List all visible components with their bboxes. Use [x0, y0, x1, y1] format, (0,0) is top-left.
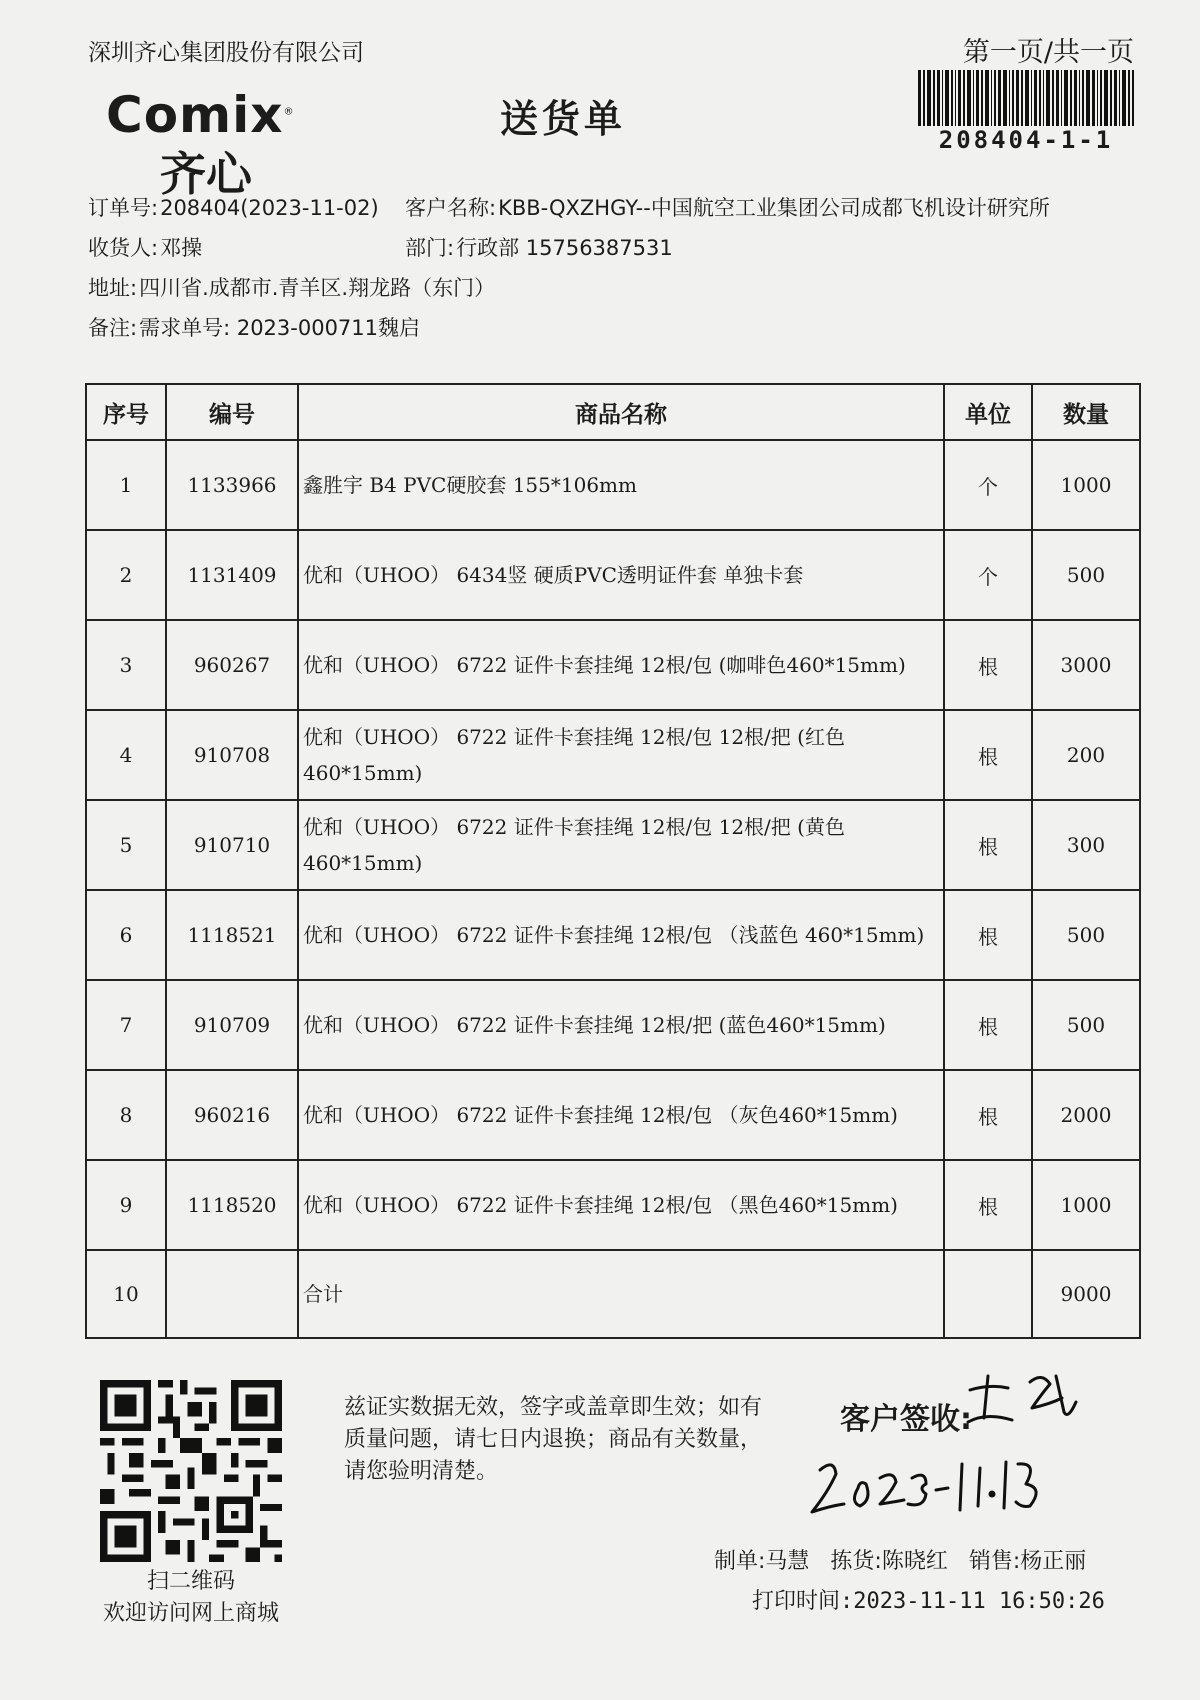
- picker: 拣货:陈晓红: [830, 1549, 948, 1574]
- department: 部门:行政部 15756387531: [405, 236, 673, 260]
- header-code: 编号: [166, 384, 298, 440]
- row-name: 优和（UHOO） 6722 证件卡套挂绳 12根/包 12根/把 (黄色 460*15mm): [298, 800, 944, 890]
- qr-caption-line2: 欢迎访问网上商城: [102, 1601, 279, 1626]
- row-qty: 500: [1032, 530, 1140, 620]
- logo-chinese: 齐心: [160, 147, 252, 201]
- customer-signature: [960, 1362, 1110, 1434]
- row-name: 优和（UHOO） 6722 证件卡套挂绳 12根/包 （黑色460*15mm): [298, 1160, 944, 1250]
- row-code: 1133966: [166, 440, 298, 530]
- row-unit: 根: [944, 1070, 1032, 1160]
- header-qty: 数量: [1032, 384, 1140, 440]
- document-title: 送货单: [500, 97, 627, 141]
- row-code: 1118520: [166, 1160, 298, 1250]
- row-code: 960216: [166, 1070, 298, 1160]
- qr-caption-line1: 扫二维码: [146, 1569, 235, 1594]
- table-header-row: [86, 384, 1140, 440]
- customer-name: 客户名称:KBB-QXZHGY--中国航空工业集团公司成都飞机设计研究所: [405, 196, 1050, 220]
- maker: 制单:马慧: [714, 1549, 810, 1574]
- row-seq: 3: [86, 620, 166, 710]
- row-name: 优和（UHOO） 6722 证件卡套挂绳 12根/包 12根/把 (红色 460*15mm): [298, 710, 944, 800]
- qr-code-icon: [100, 1380, 282, 1562]
- row-name: 优和（UHOO） 6722 证件卡套挂绳 12根/包 (咖啡色460*15mm): [298, 620, 944, 710]
- row-seq: 7: [86, 980, 166, 1070]
- total-qty: 9000: [1032, 1250, 1140, 1338]
- header-seq: 序号: [86, 384, 166, 440]
- row-unit: 根: [944, 980, 1032, 1070]
- row-qty: 2000: [1032, 1070, 1140, 1160]
- row-unit: 根: [944, 1160, 1032, 1250]
- row-unit: 根: [944, 890, 1032, 980]
- row-qty: 500: [1032, 980, 1140, 1070]
- barcode-number: 208404-1-1: [938, 126, 1114, 154]
- table-row: [86, 800, 1140, 890]
- row-code: 910710: [166, 800, 298, 890]
- row-seq: 8: [86, 1070, 166, 1160]
- total-row: [86, 1250, 1140, 1338]
- row-unit: 个: [944, 530, 1032, 620]
- page-info: 第一页/共一页: [962, 37, 1134, 68]
- staff-info: [714, 1544, 1100, 1575]
- row-seq: 1: [86, 440, 166, 530]
- row-name: 优和（UHOO） 6722 证件卡套挂绳 12根/包 （灰色460*15mm): [298, 1070, 944, 1160]
- table-row: [86, 980, 1140, 1070]
- table-row: [86, 530, 1140, 620]
- table-row: [86, 1070, 1140, 1160]
- header-unit: 单位: [944, 384, 1032, 440]
- header-name: 商品名称: [298, 384, 944, 440]
- logo-comix: Comix®: [106, 86, 295, 144]
- notice-text: 兹证实数据无效，签字或盖章即生效；如有质量问题，请七日内退换；商品有关数量，请您验明清楚。: [344, 1395, 763, 1484]
- goods-table: [85, 383, 1141, 1339]
- row-seq: 4: [86, 710, 166, 800]
- table-row: [86, 890, 1140, 980]
- customer-sign-label: 客户签收:: [840, 1402, 972, 1437]
- row-seq: 2: [86, 530, 166, 620]
- total-label: 合计: [298, 1250, 944, 1338]
- row-code: 1131409: [166, 530, 298, 620]
- address: 地址:四川省.成都市.青羊区.翔龙路（东门）: [88, 276, 496, 300]
- table-row: [86, 440, 1140, 530]
- row-code: 910708: [166, 710, 298, 800]
- sales: 销售:杨正丽: [968, 1549, 1087, 1574]
- row-qty: 1000: [1032, 1160, 1140, 1250]
- row-unit: 根: [944, 710, 1032, 800]
- order-number: 订单号:208404(2023-11-02): [88, 196, 379, 220]
- signature-date: [800, 1444, 1060, 1524]
- row-code: 910709: [166, 980, 298, 1070]
- table-row: [86, 1160, 1140, 1250]
- row-unit: 根: [944, 800, 1032, 890]
- row-name: 优和（UHOO） 6722 证件卡套挂绳 12根/把 (蓝色460*15mm): [298, 980, 944, 1070]
- table-row: [86, 710, 1140, 800]
- row-qty: 300: [1032, 800, 1140, 890]
- row-seq: 6: [86, 890, 166, 980]
- row-seq: 5: [86, 800, 166, 890]
- company-name: 深圳齐心集团股份有限公司: [88, 40, 364, 66]
- row-name: 鑫胜宇 B4 PVC硬胶套 155*106mm: [298, 440, 944, 530]
- row-qty: 500: [1032, 890, 1140, 980]
- remark: 备注:需求单号: 2023-000711魏启: [88, 316, 421, 340]
- row-qty: 3000: [1032, 620, 1140, 710]
- row-code: 1118521: [166, 890, 298, 980]
- print-time: 打印时间:2023-11-11 16:50:26: [752, 1589, 1105, 1614]
- row-name: 优和（UHOO） 6434竖 硬质PVC透明证件套 单独卡套: [298, 530, 944, 620]
- receiver: 收货人:邓操: [88, 236, 203, 260]
- row-unit: 个: [944, 440, 1032, 530]
- row-name: 优和（UHOO） 6722 证件卡套挂绳 12根/包 （浅蓝色 460*15mm): [298, 890, 944, 980]
- table-row: [86, 620, 1140, 710]
- row-qty: 200: [1032, 710, 1140, 800]
- total-seq: 10: [86, 1250, 166, 1338]
- total-unit: [944, 1250, 1032, 1338]
- total-code: [166, 1250, 298, 1338]
- row-seq: 9: [86, 1160, 166, 1250]
- row-qty: 1000: [1032, 440, 1140, 530]
- row-code: 960267: [166, 620, 298, 710]
- barcode: [918, 70, 1134, 126]
- row-unit: 根: [944, 620, 1032, 710]
- qr-caption: [80, 1566, 302, 1630]
